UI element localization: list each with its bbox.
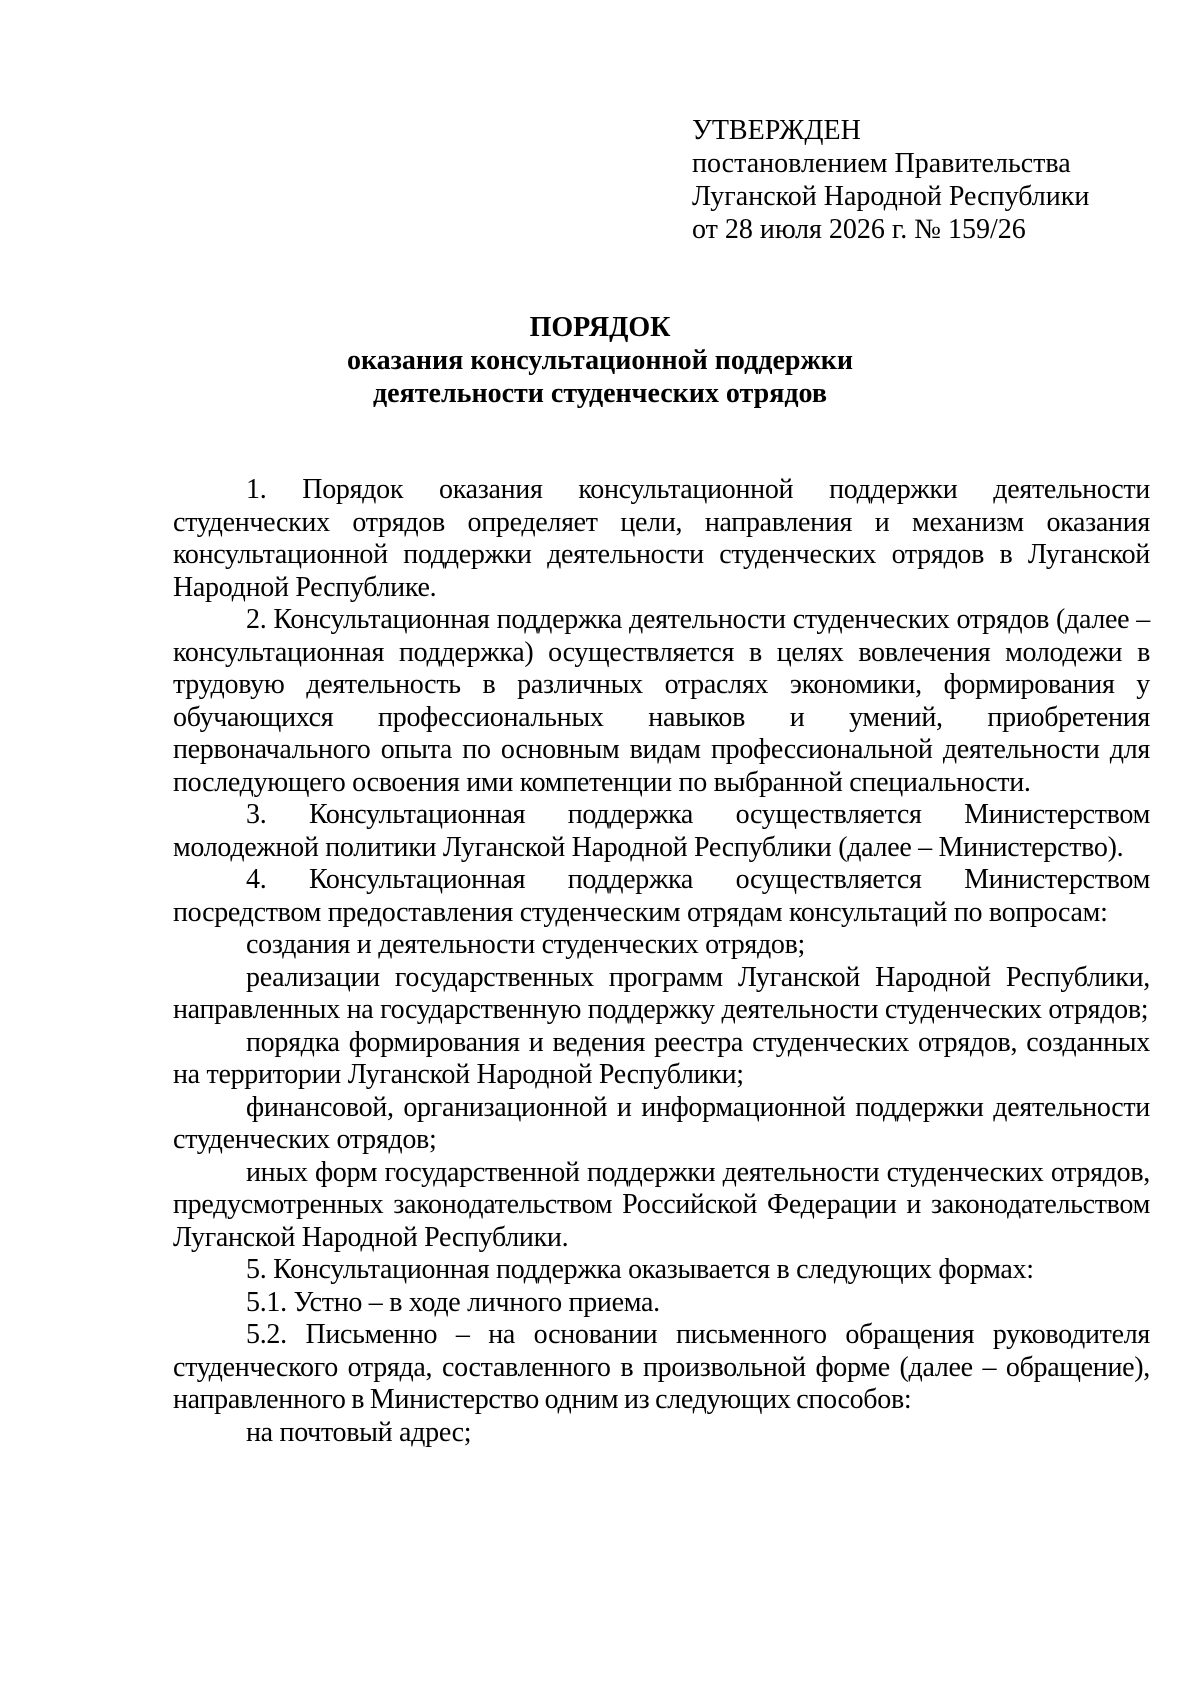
title-heading: ПОРЯДОК xyxy=(529,312,671,343)
list-item-other-forms: иных форм государственной поддержки деятельности студенческих отрядов, предусмотренных законодательством Российской Федерации и законодательством Луганской Народной Республики. xyxy=(173,1156,1150,1253)
list-item-support: финансовой, организационной и информационной поддержки деятельности студенческих отрядов; xyxy=(173,1091,1150,1155)
paragraph-4: 4. Консультационная поддержка осуществляется Министерством посредством предоставления студенческим отрядам консультаций по вопросам: xyxy=(173,864,1150,928)
approval-date-number: от 28 июля 2026 г. № 159/26 xyxy=(692,214,1026,245)
title-subheading-2: деятельности студенческих отрядов xyxy=(373,378,827,409)
paragraph-5: 5. Консультационная поддержка оказывается в следующих формах: xyxy=(246,1254,1034,1285)
list-item-registry: порядка формирования и ведения реестра студенческих отрядов, созданных на территории Луганской Народной Республики; xyxy=(173,1026,1150,1090)
list-item-programs: реализации государственных программ Луганской Народной Республики, направленных на государственную поддержку деятельности студенческих отрядов; xyxy=(173,961,1150,1025)
paragraph-5-2: 5.2. Письменно – на основании письменного обращения руководителя студенческого отряда, составленного в произвольной форме (далее – обращение), направленного в Министерство одним из следующих способов: xyxy=(173,1319,1150,1415)
paragraph-2: 2. Консультационная поддержка деятельности студенческих отрядов (далее – консультационная поддержка) осуществляется в целях вовлечения молодежи в трудовую деятельность в различных отраслях экономики, формирования у обучающихся профессиональных навыков и умений, приобретения первоначального опыта по основным видам профессиональной деятельности для последующего освоения ими компетенции по выбранной специальности. xyxy=(173,604,1150,798)
paragraph-1: 1. Порядок оказания консультационной поддержки деятельности студенческих отрядов определяет цели, направления и механизм оказания консультационной поддержки деятельности студенческих отрядов в Луганской Народной Республике. xyxy=(173,474,1150,603)
paragraph-5-1: 5.1. Устно – в ходе личного приема. xyxy=(246,1286,660,1318)
approval-republic: Луганской Народной Республики xyxy=(692,181,1090,212)
document-body xyxy=(173,474,1150,1449)
list-item-postal: на почтовый адрес; xyxy=(246,1416,472,1448)
approval-heading: УТВЕРЖДЕН xyxy=(692,115,861,146)
list-item-creation: создания и деятельности студенческих отрядов; xyxy=(246,929,806,960)
approval-authority: постановлением Правительства xyxy=(692,148,1071,179)
approval-stamp xyxy=(692,114,1089,246)
document-title xyxy=(0,311,1200,410)
paragraph-3: 3. Консультационная поддержка осуществляется Министерством молодежной политики Луганской Народной Республики (далее – Министерство). xyxy=(173,799,1150,863)
title-subheading-1: оказания консультационной поддержки xyxy=(346,345,854,376)
